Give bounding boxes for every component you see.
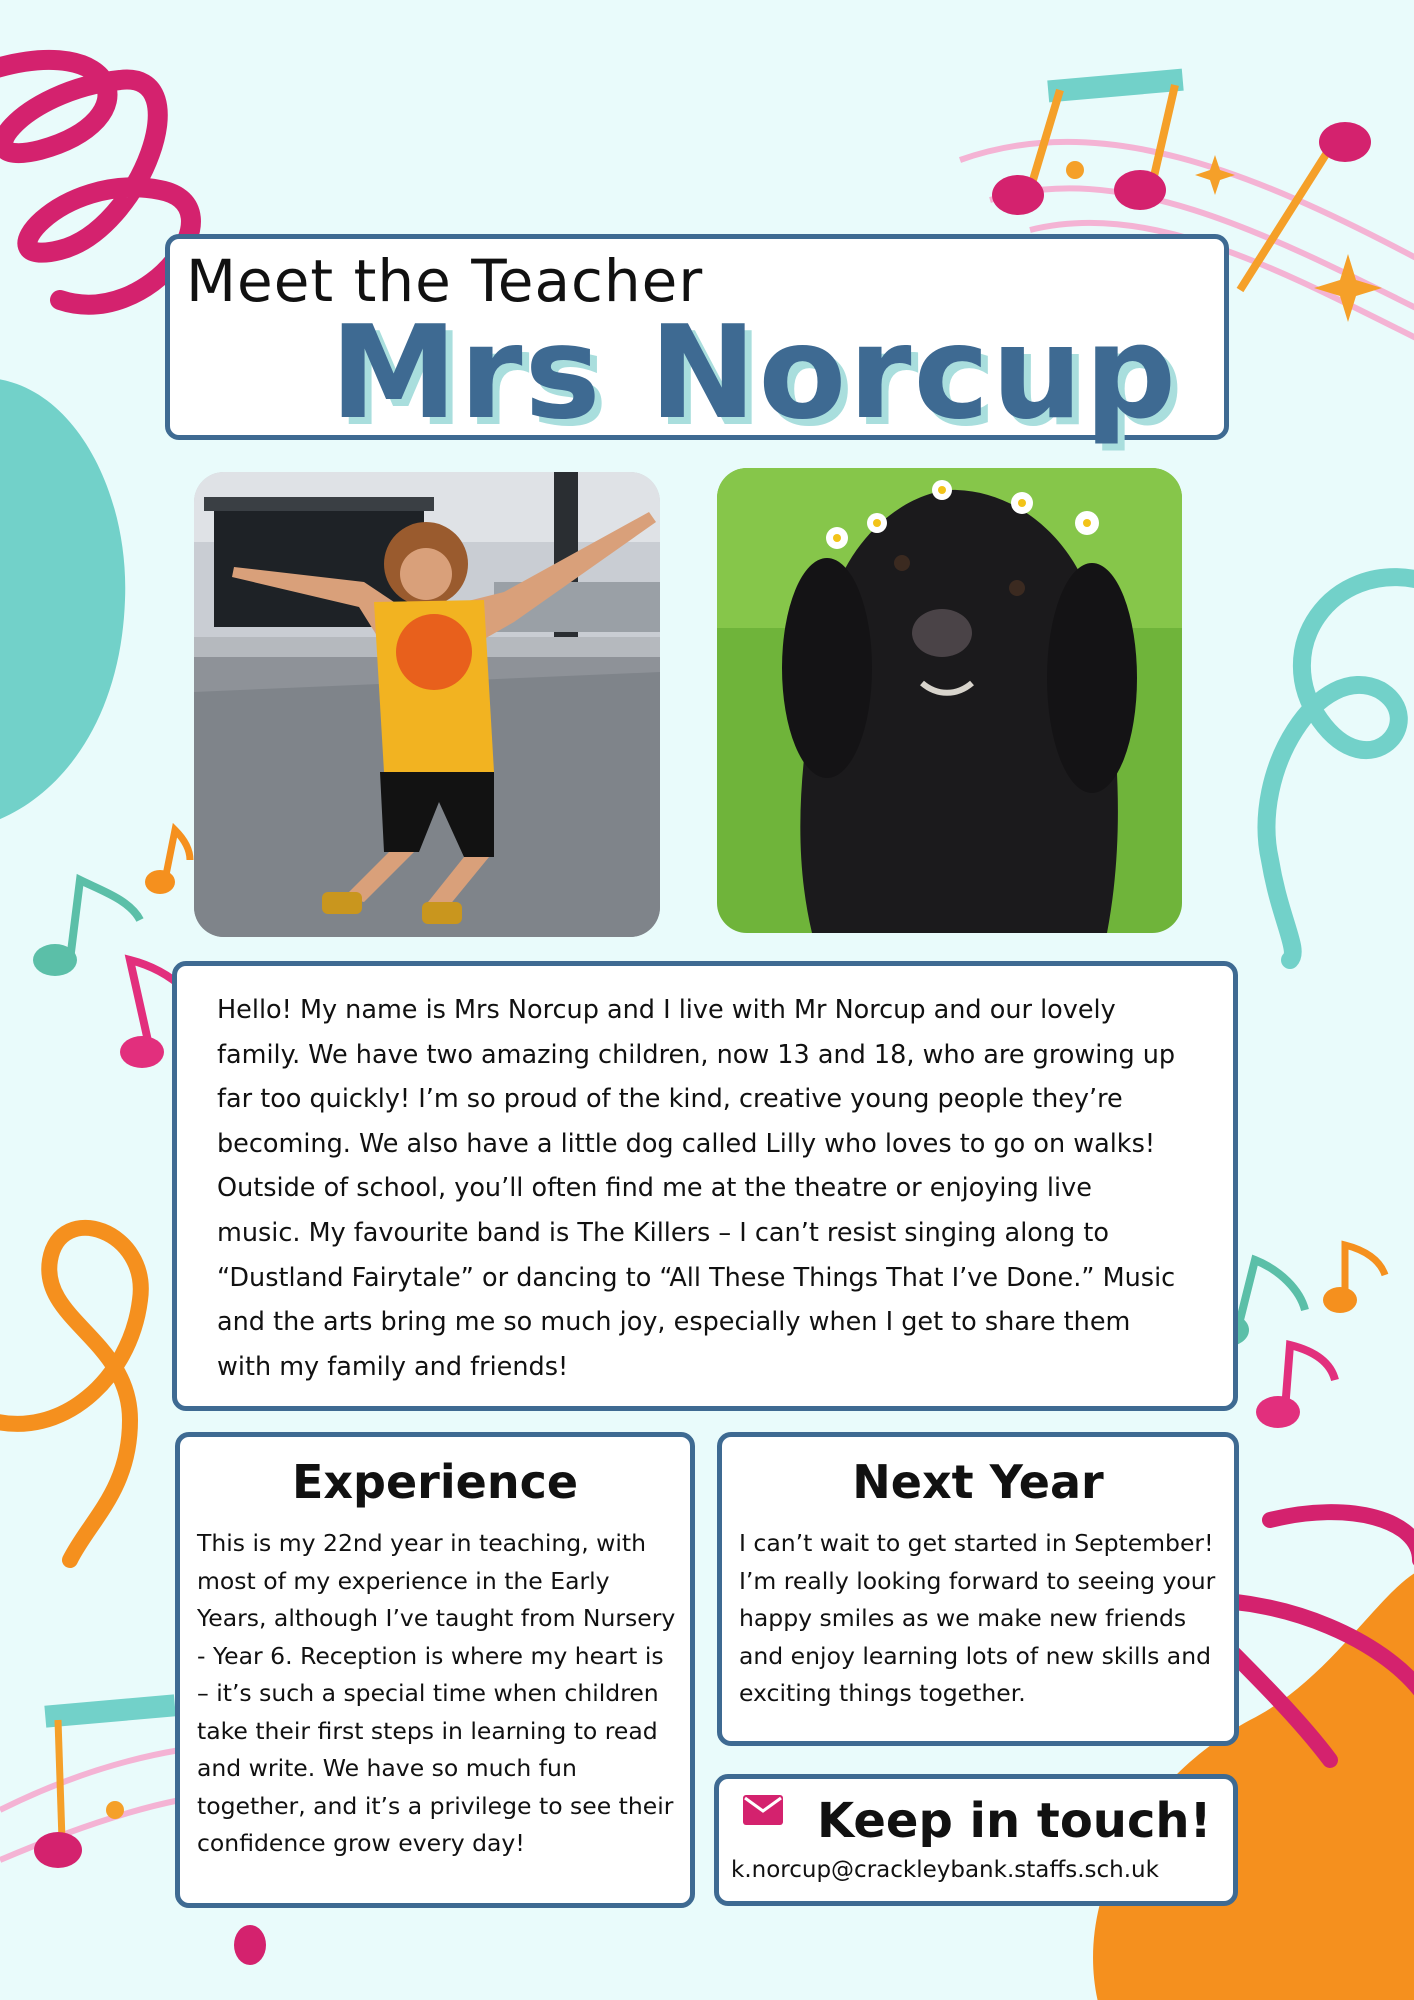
keep-in-touch-heading: Keep in touch! <box>817 1793 1212 1849</box>
jumping-teacher-photo <box>194 472 660 937</box>
bio-card <box>172 961 1238 1411</box>
experience-text: This is my 22nd year in teaching, with most of my experience in the Early Years, although I’ve taught from Nursery - Year 6. Reception is where my heart is – it’s such a special time when children take their first steps in learning to read and write. We have so much fun together, and it’s a privilege to see their confidence grow every day! <box>197 1529 676 1857</box>
meet-the-teacher-heading: Meet the Teacher <box>186 247 704 315</box>
email-link[interactable]: k.norcup@crackleybank.staffs.sch.uk <box>731 1857 1159 1883</box>
title-card <box>165 234 1229 448</box>
dog-with-daisy-crown-photo <box>717 468 1182 933</box>
teacher-name-heading: Mrs Norcup <box>330 299 1179 448</box>
pink-squiggle-top-left <box>0 60 191 305</box>
envelope-icon <box>743 1795 783 1825</box>
orange-loop-left <box>0 1228 141 1560</box>
teal-blob-left <box>0 378 125 830</box>
next-year-heading: Next Year <box>852 1455 1104 1509</box>
experience-card <box>175 1432 695 1908</box>
bio-text: Hello! My name is Mrs Norcup and I live with Mr Norcup and our lovely family. We have two amazing children, now 13 and 18, who are growing up far too quickly! I’m so proud of the kind, creative young people they’re becoming. We also have a little dog called Lilly who loves to go on walks! Outside of school, you’ll often find me at the theatre or enjoying live music. My favourite band is The Killers – I can’t resist singing along to “Dustland Fairytale” or dancing to “All These Things That I’ve Done.” Music and the arts bring me so much joy, especially when I get to share them with my family and friends! <box>217 995 1176 1382</box>
next-year-text: I can’t wait to get started in September! I’m really looking forward to seeing your happy smiles as we make new friends and enjoy learning lots of new skills and exciting things together. <box>739 1529 1216 1707</box>
keep-in-touch-card <box>714 1774 1238 1906</box>
experience-heading: Experience <box>291 1455 579 1509</box>
next-year-card <box>717 1432 1239 1746</box>
music-notes-left-middle <box>33 830 190 1068</box>
teal-loop-right <box>1267 577 1414 960</box>
